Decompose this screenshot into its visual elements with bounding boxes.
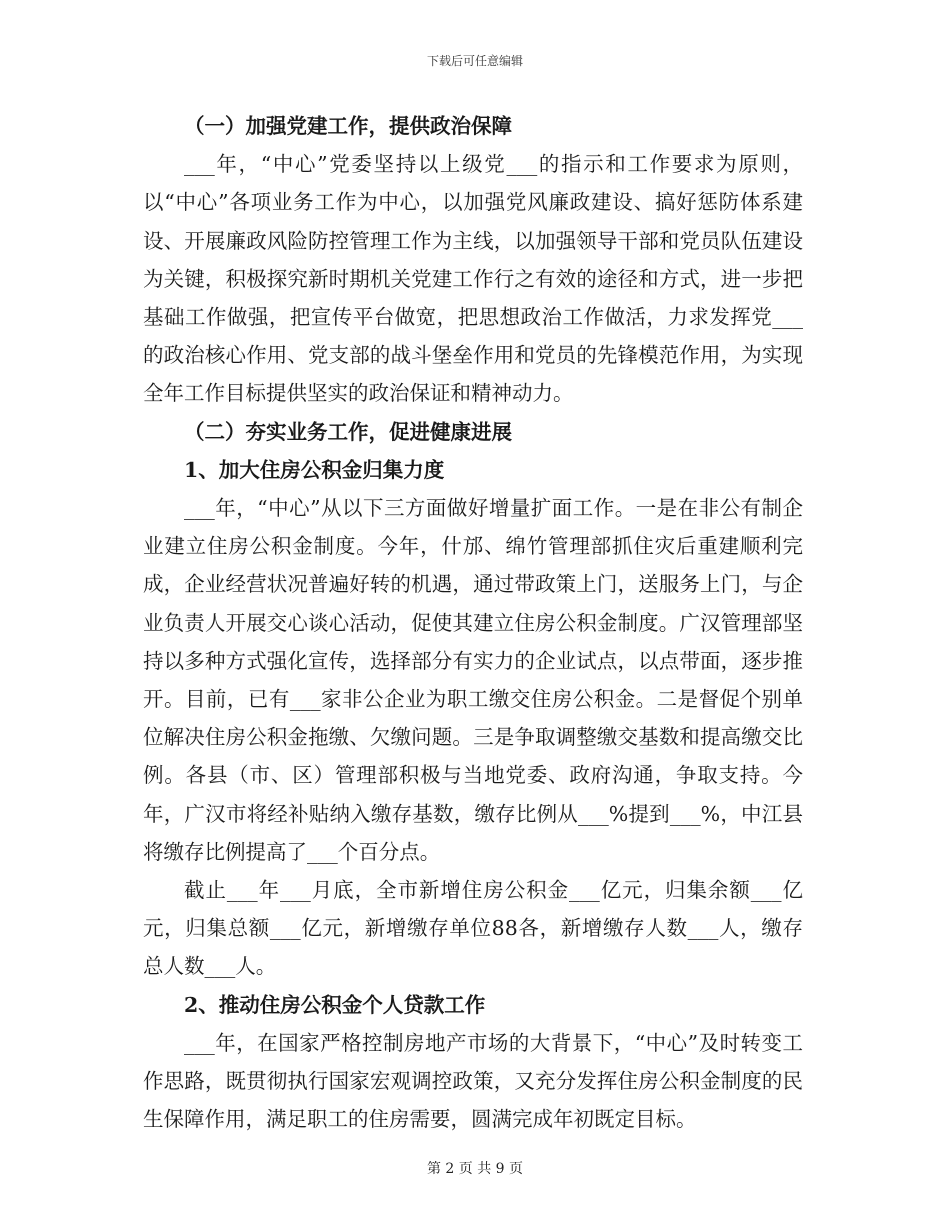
section-heading-business-work: （二）夯实业务工作，促进健康进展 (184, 419, 512, 444)
page-header-note: 下载后可任意编辑 (426, 54, 523, 68)
subheading-fund-collection: 1、加大住房公积金归集力度 (184, 457, 445, 482)
page-number: 第 2 页 共 9 页 (426, 1161, 524, 1177)
subheading-personal-loans: 2、推动住房公积金个人贷款工作 (184, 992, 486, 1017)
paragraph-fund-collection: ___年，“中心”从以下三方面做好增量扩面工作。一是在非公有制企业建立住房公积金制度。今年，什邡、绵竹管理部抓住灾后重建顺利完成，企业经营状况普遍好转的机遇，通过带政策上门，送服务上门，与企业负责人开展交心谈心活动，促使其建立住房公积金制度。广汉管理部坚持以多种方式强化宣传，选择部分有实力的企业试点，以点带面，逐步推开。目前，已有___家非公企业为职工缴交住房公积金。二是督促个别单位解决住房公积金拖缴、欠缴问题。三是争取调整缴交基数和提高缴交比例。各县（市、区）管理部积极与当地党委、政府沟通，争取支持。今年，广汉市将经补贴纳入缴存基数，缴存比例从___%提到___%，中江县将缴存比例提高了___个百分点。 (143, 496, 803, 864)
paragraph-party-building: ___年，“中心”党委坚持以上级党___的指示和工作要求为原则，以“中心”各项业务工作为中心，以加强党风廉政建设、搞好惩防体系建设、开展廉政风险防控管理工作为主线，以加强领导干部和党员队伍建设为关键，积极探究新时期机关党建工作行之有效的途径和方式，进一步把基础工作做强，把宣传平台做宽，把思想政治工作做活，力求发挥党___的政治核心作用、党支部的战斗堡垒作用和党员的先锋模范作用，为实现全年工作目标提供坚实的政治保证和精神动力。 (143, 152, 803, 406)
section-heading-party-building: （一）加强党建工作，提供政治保障 (184, 114, 512, 138)
paragraph-personal-loans: ___年，在国家严格控制房地产市场的大背景下，“中心”及时转变工作思路，既贯彻执行国家宏观调控政策，又充分发挥住房公积金制度的民生保障作用，满足职工的住房需要，圆满完成年初既定目标。 (143, 1030, 803, 1132)
document-body (143, 107, 803, 1138)
paragraph-collection-stats: 截止___年___月底，全市新增住房公积金___亿元，归集余额___亿元，归集总额___亿元，新增缴存单位88各，新增缴存人数___人，缴存总人数___人。 (143, 878, 803, 979)
